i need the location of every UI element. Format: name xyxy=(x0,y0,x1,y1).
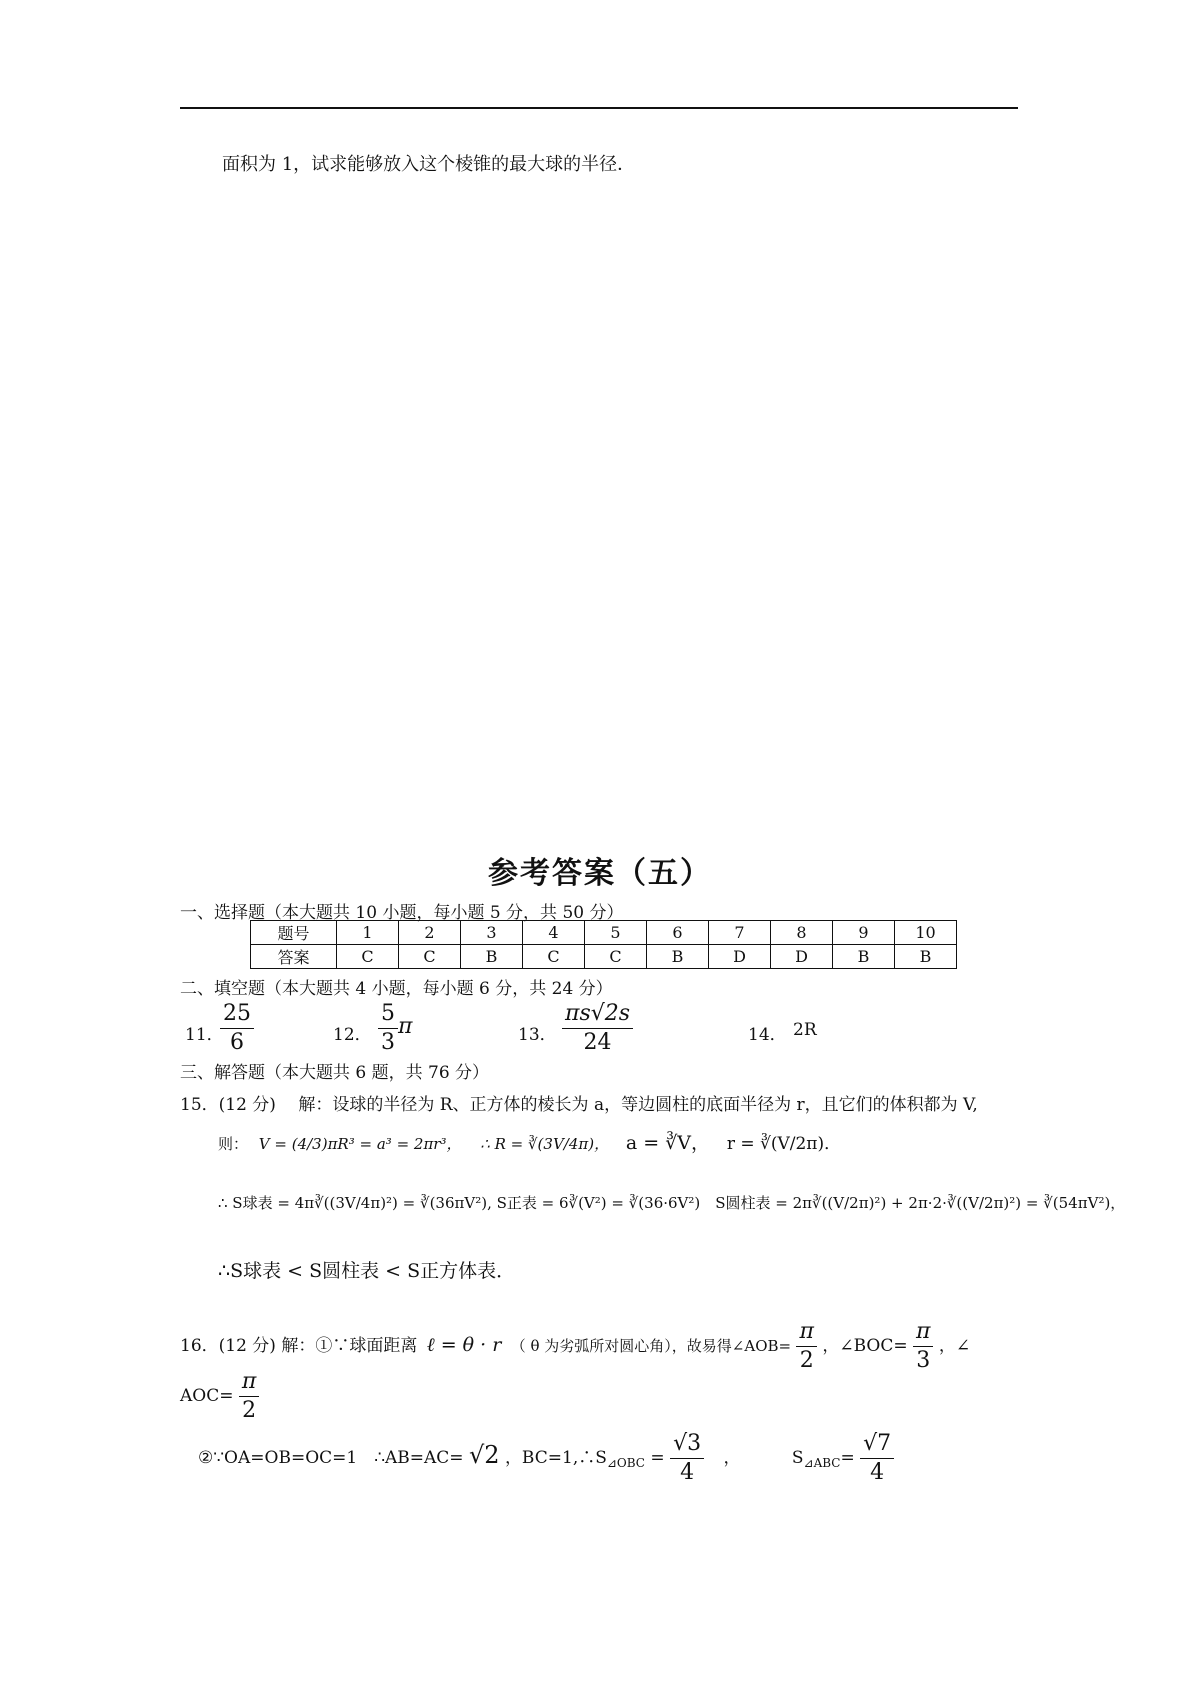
numerator: 5 xyxy=(378,1002,398,1029)
q16-text-aoc: AOC= xyxy=(180,1386,234,1407)
table-cell: C xyxy=(523,945,585,969)
table-cell: 10 xyxy=(895,921,957,945)
q16-text-3h: ， xyxy=(723,1448,741,1469)
table-cell: 5 xyxy=(585,921,647,945)
multiple-choice-answer-table xyxy=(250,920,957,969)
numerator: πs√2s xyxy=(562,1002,633,1029)
denominator: 2 xyxy=(799,1348,814,1374)
table-cell: 9 xyxy=(833,921,895,945)
table-cell: D xyxy=(709,945,771,969)
table-row xyxy=(251,921,957,945)
section1-heading: 一、选择题（本大题共 10 小题，每小题 5 分，共 50 分） xyxy=(180,903,624,923)
section2-heading: 二、填空题（本大题共 4 小题，每小题 6 分，共 24 分） xyxy=(180,979,613,999)
table-cell: B xyxy=(895,945,957,969)
numerator: π xyxy=(239,1370,259,1397)
table-cell: B xyxy=(461,945,523,969)
denominator: 2 xyxy=(242,1398,257,1424)
table-cell: B xyxy=(647,945,709,969)
fill-answer-12-label: 12． xyxy=(333,1025,372,1045)
table-row xyxy=(251,945,957,969)
fill-answer-11 xyxy=(220,1002,254,1055)
table-cell: 答案 xyxy=(251,945,337,969)
q15-line2 xyxy=(218,1128,841,1155)
q16-sub-obc: ⊿OBC xyxy=(606,1456,645,1471)
q16-sub-abc: ⊿ABC xyxy=(803,1456,841,1471)
table-cell: 7 xyxy=(709,921,771,945)
q16-text-3a: ②∵OA=OB=OC=1 ∴AB=AC= xyxy=(198,1448,464,1469)
table-cell: 1 xyxy=(337,921,399,945)
table-cell: D xyxy=(771,945,833,969)
q15-radius-r: r = ∛(V/2π)． xyxy=(726,1134,842,1154)
q15-line3: ∴ S球表 = 4π∛((3V/4π)²) = ∛(36πV²), S正表 = 6∛(V²) = ∛(36·6V²) S圆柱表 = 2π∛((V/2π)²) + 2π·2·∛((V/2π)²) = ∛(54πV²)， xyxy=(218,1194,1126,1212)
fill-answer-14: 2R xyxy=(793,1020,817,1040)
q16-text-3e: = xyxy=(645,1448,665,1469)
pi-symbol: π xyxy=(398,1014,413,1040)
table-cell: 4 xyxy=(523,921,585,945)
numerator: √7 xyxy=(860,1432,894,1459)
table-cell: 3 xyxy=(461,921,523,945)
q15-volume-equation: V = (4/3)πR³ = a³ = 2πr³， xyxy=(258,1135,462,1153)
fraction xyxy=(670,1432,704,1485)
denominator: 3 xyxy=(381,1030,395,1056)
q16-text-c: （ θ 为劣弧所对圆心角），故易得∠AOB= xyxy=(510,1337,792,1356)
table-cell: C xyxy=(585,945,647,969)
denominator: 4 xyxy=(680,1460,695,1486)
numerator: π xyxy=(796,1320,816,1347)
fraction xyxy=(239,1370,259,1423)
q16-line1 xyxy=(180,1320,970,1373)
problem-tail-text: 面积为 1，试求能够放入这个棱锥的最大球的半径． xyxy=(222,154,636,175)
q16-text-3c: ，BC=1,∴S xyxy=(504,1448,607,1469)
table-cell: C xyxy=(399,945,461,969)
q16-text-3k: = xyxy=(840,1448,855,1469)
q16-line3 xyxy=(198,1432,894,1485)
fill-answer-14-label: 14． xyxy=(748,1025,787,1045)
q16-text-3i: S xyxy=(791,1448,804,1469)
fill-answer-12 xyxy=(378,1002,412,1055)
header-rule xyxy=(180,107,1018,109)
table-cell: 8 xyxy=(771,921,833,945)
q15-line2-prefix: 则： xyxy=(218,1135,249,1153)
fraction xyxy=(860,1432,894,1485)
fraction xyxy=(378,1002,398,1055)
table-cell: 2 xyxy=(399,921,461,945)
fill-answer-13-label: 13． xyxy=(518,1025,557,1045)
fraction xyxy=(562,1002,633,1055)
table-cell: B xyxy=(833,945,895,969)
denominator: 24 xyxy=(583,1030,612,1056)
fraction xyxy=(913,1320,933,1373)
fraction xyxy=(220,1002,254,1055)
q16-line2 xyxy=(180,1370,259,1423)
q15-line1: 15．(12 分) 解：设球的半径为 R、正方体的棱长为 a，等边圆柱的底面半径为 r，且它们的体积都为 V, xyxy=(180,1095,978,1115)
q16-sqrt2: √2 xyxy=(468,1441,500,1470)
q15-edge-a: a = ∛V， xyxy=(625,1132,711,1154)
numerator: 25 xyxy=(220,1002,254,1029)
q15-radius-R: ∴ R = ∛(3V/4π)， xyxy=(480,1135,610,1153)
q15-line4: ∴S球表 < S圆柱表 < S正方体表． xyxy=(218,1260,516,1282)
numerator: π xyxy=(913,1320,933,1347)
denominator: 4 xyxy=(870,1460,885,1486)
section3-heading: 三、解答题（本大题共 6 题，共 76 分） xyxy=(180,1063,490,1083)
fill-answer-11-label: 11． xyxy=(185,1025,224,1045)
q16-text-d: ，∠BOC= xyxy=(822,1336,908,1357)
q16-text-a: 16．(12 分) 解：①∵球面距离 xyxy=(180,1336,418,1357)
denominator: 3 xyxy=(916,1348,931,1374)
table-cell: 题号 xyxy=(251,921,337,945)
denominator: 6 xyxy=(230,1030,244,1056)
table-cell: 6 xyxy=(647,921,709,945)
numerator: √3 xyxy=(670,1432,704,1459)
q16-text-e: ，∠ xyxy=(938,1336,971,1357)
fraction xyxy=(796,1320,816,1373)
table-cell: C xyxy=(337,945,399,969)
q16-arc-formula: ℓ = θ · r xyxy=(426,1334,502,1357)
fill-answer-13 xyxy=(562,1002,633,1055)
answer-key-title: 参考答案（五） xyxy=(488,856,712,891)
